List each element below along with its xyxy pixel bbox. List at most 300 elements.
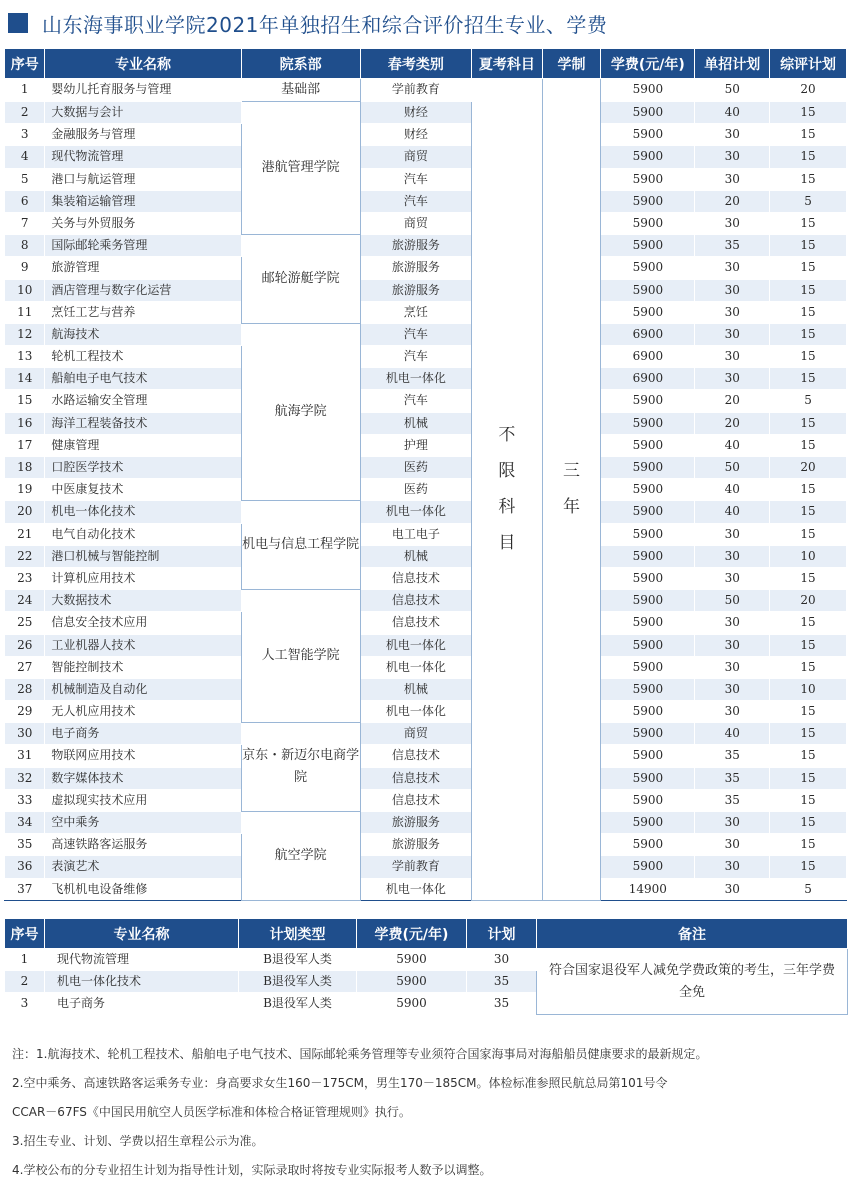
comprehensive-plan: 15 bbox=[770, 368, 847, 390]
major-name: 港口机械与智能控制 bbox=[45, 545, 241, 567]
major-name: 旅游管理 bbox=[45, 257, 241, 279]
row-number: 1 bbox=[5, 949, 45, 971]
table-row bbox=[5, 479, 847, 501]
department-cell: 航空学院 bbox=[241, 812, 360, 901]
comprehensive-plan: 15 bbox=[770, 523, 847, 545]
tuition-fee: 5900 bbox=[601, 146, 695, 168]
major-name: 无人机应用技术 bbox=[45, 701, 241, 723]
single-plan: 30 bbox=[695, 279, 770, 301]
table-row bbox=[5, 501, 847, 523]
major-name: 大数据与会计 bbox=[45, 102, 241, 124]
single-plan: 30 bbox=[695, 634, 770, 656]
major-name: 现代物流管理 bbox=[45, 949, 239, 971]
tuition-fee: 5900 bbox=[601, 434, 695, 456]
major-name: 婴幼儿托育服务与管理 bbox=[45, 79, 241, 102]
comprehensive-plan: 20 bbox=[770, 590, 847, 612]
table-row bbox=[5, 656, 847, 678]
major-name: 水路运输安全管理 bbox=[45, 390, 241, 412]
comprehensive-plan: 15 bbox=[770, 501, 847, 523]
plan-type: B退役军人类 bbox=[239, 949, 357, 971]
tuition-fee: 6900 bbox=[601, 323, 695, 345]
row-number: 17 bbox=[5, 434, 45, 456]
table-row bbox=[5, 634, 847, 656]
table-row bbox=[5, 812, 847, 834]
major-name: 烹饪工艺与营养 bbox=[45, 301, 241, 323]
major-name: 轮机工程技术 bbox=[45, 346, 241, 368]
table-row bbox=[5, 323, 847, 345]
row-number: 29 bbox=[5, 701, 45, 723]
tuition-fee: 6900 bbox=[601, 346, 695, 368]
tuition-fee: 5900 bbox=[601, 567, 695, 589]
single-plan: 30 bbox=[695, 701, 770, 723]
col-header-comprehensive-plan: 综评计划 bbox=[770, 49, 847, 79]
tuition-fee: 5900 bbox=[601, 634, 695, 656]
spring-category: 机电一体化 bbox=[360, 878, 471, 900]
spring-category: 医药 bbox=[360, 457, 471, 479]
major-name: 物联网应用技术 bbox=[45, 745, 241, 767]
major-name: 电气自动化技术 bbox=[45, 523, 241, 545]
comprehensive-plan: 15 bbox=[770, 301, 847, 323]
spring-category: 汽车 bbox=[360, 323, 471, 345]
tuition-fee: 5900 bbox=[601, 279, 695, 301]
spring-category: 旅游服务 bbox=[360, 257, 471, 279]
major-name: 空中乘务 bbox=[45, 812, 241, 834]
row-number: 2 bbox=[5, 971, 45, 993]
row-number: 9 bbox=[5, 257, 45, 279]
spring-category: 信息技术 bbox=[360, 789, 471, 811]
table-row bbox=[5, 368, 847, 390]
spring-category: 信息技术 bbox=[360, 567, 471, 589]
single-plan: 30 bbox=[695, 257, 770, 279]
comprehensive-plan: 15 bbox=[770, 745, 847, 767]
spring-category: 财经 bbox=[360, 102, 471, 124]
tuition-fee: 5900 bbox=[601, 723, 695, 745]
tuition-fee: 5900 bbox=[601, 701, 695, 723]
table-row bbox=[5, 146, 847, 168]
spring-category: 商贸 bbox=[360, 212, 471, 234]
row-number: 24 bbox=[5, 590, 45, 612]
row-number: 37 bbox=[5, 878, 45, 900]
tuition-fee: 5900 bbox=[601, 301, 695, 323]
col-header-summer-subject: 夏考科目 bbox=[471, 49, 542, 79]
summer-subject-char: 科 bbox=[498, 497, 516, 518]
row-number: 28 bbox=[5, 678, 45, 700]
major-name: 机电一体化技术 bbox=[45, 971, 239, 993]
comprehensive-plan: 15 bbox=[770, 412, 847, 434]
single-plan: 40 bbox=[695, 501, 770, 523]
major-name: 机电一体化技术 bbox=[45, 501, 241, 523]
notes-section bbox=[12, 1040, 842, 1182]
major-name: 计算机应用技术 bbox=[45, 567, 241, 589]
single-plan: 30 bbox=[695, 856, 770, 878]
col-header-no: 序号 bbox=[5, 49, 45, 79]
single-plan: 20 bbox=[695, 390, 770, 412]
page-title: 山东海事职业学院2021年单独招生和综合评价招生专业、学费 bbox=[42, 12, 608, 37]
comprehensive-plan: 15 bbox=[770, 767, 847, 789]
table-row bbox=[5, 457, 847, 479]
single-plan: 30 bbox=[695, 656, 770, 678]
major-name: 健康管理 bbox=[45, 434, 241, 456]
note-line: 2.空中乘务、高速铁路客运乘务专业：身高要求女生160－175CM，男生170－185CM。体检标准参照民航总局第101号令 bbox=[12, 1076, 668, 1090]
tuition-fee: 5900 bbox=[601, 102, 695, 124]
single-plan: 30 bbox=[695, 523, 770, 545]
summer-subject-char: 目 bbox=[498, 533, 516, 554]
single-plan: 30 bbox=[695, 878, 770, 900]
single-plan: 30 bbox=[695, 323, 770, 345]
comprehensive-plan: 15 bbox=[770, 102, 847, 124]
vet-col-header-plan-type: 计划类型 bbox=[239, 919, 357, 949]
plan-type: B退役军人类 bbox=[239, 993, 357, 1015]
row-number: 31 bbox=[5, 745, 45, 767]
comprehensive-plan: 15 bbox=[770, 346, 847, 368]
spring-category: 机电一体化 bbox=[360, 501, 471, 523]
department-cell: 基础部 bbox=[241, 79, 360, 102]
comprehensive-plan: 15 bbox=[770, 856, 847, 878]
table-row bbox=[5, 789, 847, 811]
single-plan: 30 bbox=[695, 567, 770, 589]
vet-col-header-fee: 学费(元/年) bbox=[357, 919, 467, 949]
spring-category: 电工电子 bbox=[360, 523, 471, 545]
spring-category: 学前教育 bbox=[360, 79, 471, 102]
table-row bbox=[5, 168, 847, 190]
major-name: 国际邮轮乘务管理 bbox=[45, 235, 241, 257]
vet-col-header-no: 序号 bbox=[5, 919, 45, 949]
spring-category: 商贸 bbox=[360, 146, 471, 168]
comprehensive-plan: 10 bbox=[770, 678, 847, 700]
major-name: 虚拟现实技术应用 bbox=[45, 789, 241, 811]
row-number: 12 bbox=[5, 323, 45, 345]
tuition-fee: 5900 bbox=[601, 656, 695, 678]
single-plan: 35 bbox=[695, 235, 770, 257]
tuition-fee: 14900 bbox=[601, 878, 695, 900]
table-row bbox=[5, 235, 847, 257]
spring-category: 机电一体化 bbox=[360, 656, 471, 678]
spring-category: 机械 bbox=[360, 678, 471, 700]
spring-category: 旅游服务 bbox=[360, 279, 471, 301]
row-number: 25 bbox=[5, 612, 45, 634]
summer-subject-char: 限 bbox=[498, 461, 516, 482]
major-name: 信息安全技术应用 bbox=[45, 612, 241, 634]
major-name: 智能控制技术 bbox=[45, 656, 241, 678]
department-cell: 航海学院 bbox=[241, 323, 360, 501]
table-row bbox=[5, 279, 847, 301]
comprehensive-plan: 15 bbox=[770, 212, 847, 234]
single-plan: 30 bbox=[695, 678, 770, 700]
single-plan: 30 bbox=[695, 168, 770, 190]
spring-category: 信息技术 bbox=[360, 767, 471, 789]
comprehensive-plan: 15 bbox=[770, 279, 847, 301]
comprehensive-plan: 15 bbox=[770, 323, 847, 345]
comprehensive-plan: 15 bbox=[770, 634, 847, 656]
tuition-fee: 5900 bbox=[601, 812, 695, 834]
remark-note: 符合国家退役军人减免学费政策的考生，三年学费全免 bbox=[537, 949, 848, 1015]
tuition-fee: 5900 bbox=[601, 257, 695, 279]
tuition-fee: 5900 bbox=[601, 124, 695, 146]
spring-category: 机电一体化 bbox=[360, 368, 471, 390]
spring-category: 汽车 bbox=[360, 168, 471, 190]
tuition-fee: 5900 bbox=[601, 789, 695, 811]
row-number: 3 bbox=[5, 124, 45, 146]
col-header-major: 专业名称 bbox=[45, 49, 241, 79]
vet-col-header-remark: 备注 bbox=[537, 919, 848, 949]
table-row bbox=[5, 412, 847, 434]
note-line: 注：1.航海技术、轮机工程技术、船舶电子电气技术、国际邮轮乘务管理等专业须符合国家海事局对海船船员健康要求的最新规定。 bbox=[12, 1047, 708, 1061]
tuition-fee: 5900 bbox=[601, 457, 695, 479]
majors-table bbox=[4, 48, 847, 901]
single-plan: 40 bbox=[695, 723, 770, 745]
comprehensive-plan: 15 bbox=[770, 723, 847, 745]
col-header-single-plan: 单招计划 bbox=[695, 49, 770, 79]
comprehensive-plan: 5 bbox=[770, 190, 847, 212]
single-plan: 40 bbox=[695, 434, 770, 456]
department-cell: 京东・新迈尔电商学院 bbox=[241, 723, 360, 812]
spring-category: 旅游服务 bbox=[360, 812, 471, 834]
summer-subject-cell bbox=[471, 79, 542, 901]
comprehensive-plan: 15 bbox=[770, 567, 847, 589]
row-number: 11 bbox=[5, 301, 45, 323]
spring-category: 商贸 bbox=[360, 723, 471, 745]
comprehensive-plan: 15 bbox=[770, 701, 847, 723]
comprehensive-plan: 15 bbox=[770, 612, 847, 634]
table-row bbox=[5, 767, 847, 789]
table-row bbox=[5, 523, 847, 545]
tuition-fee: 5900 bbox=[601, 390, 695, 412]
major-name: 表演艺术 bbox=[45, 856, 241, 878]
comprehensive-plan: 15 bbox=[770, 479, 847, 501]
row-number: 1 bbox=[5, 79, 45, 102]
summer-subject-char: 不 bbox=[498, 425, 516, 446]
spring-category: 烹饪 bbox=[360, 301, 471, 323]
major-name: 现代物流管理 bbox=[45, 146, 241, 168]
single-plan: 20 bbox=[695, 412, 770, 434]
row-number: 13 bbox=[5, 346, 45, 368]
duration-char: 三 bbox=[563, 461, 581, 482]
major-name: 中医康复技术 bbox=[45, 479, 241, 501]
single-plan: 35 bbox=[695, 745, 770, 767]
veteran-header-row bbox=[5, 919, 848, 949]
vet-col-header-major: 专业名称 bbox=[45, 919, 239, 949]
row-number: 5 bbox=[5, 168, 45, 190]
title-square-icon bbox=[8, 13, 28, 33]
comprehensive-plan: 15 bbox=[770, 812, 847, 834]
department-cell: 机电与信息工程学院 bbox=[241, 501, 360, 590]
tuition-fee: 5900 bbox=[357, 949, 467, 971]
table-row bbox=[5, 79, 847, 102]
tuition-fee: 5900 bbox=[601, 767, 695, 789]
comprehensive-plan: 15 bbox=[770, 257, 847, 279]
single-plan: 35 bbox=[695, 767, 770, 789]
comprehensive-plan: 20 bbox=[770, 457, 847, 479]
major-name: 电子商务 bbox=[45, 723, 241, 745]
major-name: 航海技术 bbox=[45, 323, 241, 345]
single-plan: 40 bbox=[695, 479, 770, 501]
tuition-fee: 5900 bbox=[601, 834, 695, 856]
spring-category: 学前教育 bbox=[360, 856, 471, 878]
spring-category: 机械 bbox=[360, 545, 471, 567]
row-number: 23 bbox=[5, 567, 45, 589]
row-number: 16 bbox=[5, 412, 45, 434]
comprehensive-plan: 15 bbox=[770, 834, 847, 856]
table-row bbox=[5, 301, 847, 323]
row-number: 33 bbox=[5, 789, 45, 811]
row-number: 21 bbox=[5, 523, 45, 545]
row-number: 6 bbox=[5, 190, 45, 212]
single-plan: 50 bbox=[695, 457, 770, 479]
table-row bbox=[5, 612, 847, 634]
plan-count: 30 bbox=[467, 949, 537, 971]
table-row bbox=[5, 878, 847, 900]
major-name: 口腔医学技术 bbox=[45, 457, 241, 479]
tuition-fee: 6900 bbox=[601, 368, 695, 390]
note-line: 3.招生专业、计划、学费以招生章程公示为准。 bbox=[12, 1134, 264, 1148]
table-row bbox=[5, 190, 847, 212]
row-number: 15 bbox=[5, 390, 45, 412]
table-row bbox=[5, 346, 847, 368]
single-plan: 30 bbox=[695, 124, 770, 146]
tuition-fee: 5900 bbox=[601, 235, 695, 257]
major-name: 数字媒体技术 bbox=[45, 767, 241, 789]
comprehensive-plan: 15 bbox=[770, 124, 847, 146]
table-row bbox=[5, 434, 847, 456]
spring-category: 护理 bbox=[360, 434, 471, 456]
row-number: 20 bbox=[5, 501, 45, 523]
department-cell: 邮轮游艇学院 bbox=[241, 235, 360, 324]
major-name: 高速铁路客运服务 bbox=[45, 834, 241, 856]
table-row bbox=[5, 102, 847, 124]
note-line: CCAR－67FS《中国民用航空人员医学标准和体检合格证管理规则》执行。 bbox=[12, 1105, 411, 1119]
spring-category: 医药 bbox=[360, 479, 471, 501]
comprehensive-plan: 15 bbox=[770, 434, 847, 456]
department-cell: 港航管理学院 bbox=[241, 102, 360, 235]
row-number: 36 bbox=[5, 856, 45, 878]
major-name: 工业机器人技术 bbox=[45, 634, 241, 656]
row-number: 3 bbox=[5, 993, 45, 1015]
tuition-fee: 5900 bbox=[601, 412, 695, 434]
spring-category: 信息技术 bbox=[360, 612, 471, 634]
plan-count: 35 bbox=[467, 971, 537, 993]
plan-count: 35 bbox=[467, 993, 537, 1015]
spring-category: 信息技术 bbox=[360, 745, 471, 767]
table-row bbox=[5, 545, 847, 567]
row-number: 14 bbox=[5, 368, 45, 390]
tuition-fee: 5900 bbox=[601, 856, 695, 878]
tuition-fee: 5900 bbox=[601, 678, 695, 700]
row-number: 7 bbox=[5, 212, 45, 234]
single-plan: 20 bbox=[695, 190, 770, 212]
major-name: 海洋工程装备技术 bbox=[45, 412, 241, 434]
table-row bbox=[5, 949, 848, 971]
veteran-table bbox=[4, 918, 848, 1015]
major-name: 机械制造及自动化 bbox=[45, 678, 241, 700]
comprehensive-plan: 15 bbox=[770, 235, 847, 257]
row-number: 8 bbox=[5, 235, 45, 257]
spring-category: 旅游服务 bbox=[360, 235, 471, 257]
tuition-fee: 5900 bbox=[601, 745, 695, 767]
table-row bbox=[5, 834, 847, 856]
table-row bbox=[5, 678, 847, 700]
tuition-fee: 5900 bbox=[601, 501, 695, 523]
single-plan: 50 bbox=[695, 590, 770, 612]
major-name: 关务与外贸服务 bbox=[45, 212, 241, 234]
comprehensive-plan: 10 bbox=[770, 545, 847, 567]
duration-cell bbox=[542, 79, 601, 901]
spring-category: 信息技术 bbox=[360, 590, 471, 612]
row-number: 26 bbox=[5, 634, 45, 656]
major-name: 酒店管理与数字化运营 bbox=[45, 279, 241, 301]
major-name: 船舶电子电气技术 bbox=[45, 368, 241, 390]
table-row bbox=[5, 856, 847, 878]
single-plan: 30 bbox=[695, 612, 770, 634]
comprehensive-plan: 5 bbox=[770, 878, 847, 900]
single-plan: 30 bbox=[695, 834, 770, 856]
major-name: 大数据技术 bbox=[45, 590, 241, 612]
spring-category: 汽车 bbox=[360, 190, 471, 212]
single-plan: 30 bbox=[695, 146, 770, 168]
col-header-spring-category: 春考类别 bbox=[360, 49, 471, 79]
row-number: 35 bbox=[5, 834, 45, 856]
table-row bbox=[5, 701, 847, 723]
row-number: 18 bbox=[5, 457, 45, 479]
row-number: 22 bbox=[5, 545, 45, 567]
plan-type: B退役军人类 bbox=[239, 971, 357, 993]
vet-col-header-plan: 计划 bbox=[467, 919, 537, 949]
single-plan: 30 bbox=[695, 368, 770, 390]
spring-category: 财经 bbox=[360, 124, 471, 146]
tuition-fee: 5900 bbox=[601, 79, 695, 102]
single-plan: 35 bbox=[695, 789, 770, 811]
comprehensive-plan: 15 bbox=[770, 789, 847, 811]
single-plan: 30 bbox=[695, 812, 770, 834]
table-row bbox=[5, 124, 847, 146]
tuition-fee: 5900 bbox=[601, 168, 695, 190]
majors-header-row bbox=[5, 49, 847, 79]
spring-category: 机电一体化 bbox=[360, 634, 471, 656]
tuition-fee: 5900 bbox=[601, 523, 695, 545]
tuition-fee: 5900 bbox=[357, 993, 467, 1015]
tuition-fee: 5900 bbox=[601, 612, 695, 634]
duration-char: 年 bbox=[563, 497, 581, 518]
spring-category: 旅游服务 bbox=[360, 834, 471, 856]
single-plan: 30 bbox=[695, 212, 770, 234]
spring-category: 机械 bbox=[360, 412, 471, 434]
spring-category: 汽车 bbox=[360, 390, 471, 412]
row-number: 30 bbox=[5, 723, 45, 745]
row-number: 10 bbox=[5, 279, 45, 301]
single-plan: 40 bbox=[695, 102, 770, 124]
single-plan: 30 bbox=[695, 545, 770, 567]
tuition-fee: 5900 bbox=[601, 190, 695, 212]
single-plan: 30 bbox=[695, 346, 770, 368]
single-plan: 30 bbox=[695, 301, 770, 323]
page-header bbox=[8, 8, 607, 38]
tuition-fee: 5900 bbox=[601, 479, 695, 501]
major-name: 港口与航运管理 bbox=[45, 168, 241, 190]
table-row bbox=[5, 723, 847, 745]
table-row bbox=[5, 745, 847, 767]
spring-category: 机电一体化 bbox=[360, 701, 471, 723]
major-name: 飞机机电设备维修 bbox=[45, 878, 241, 900]
row-number: 27 bbox=[5, 656, 45, 678]
department-cell: 人工智能学院 bbox=[241, 590, 360, 723]
comprehensive-plan: 5 bbox=[770, 390, 847, 412]
major-name: 电子商务 bbox=[45, 993, 239, 1015]
spring-category: 汽车 bbox=[360, 346, 471, 368]
table-row bbox=[5, 257, 847, 279]
comprehensive-plan: 15 bbox=[770, 656, 847, 678]
col-header-department: 院系部 bbox=[241, 49, 360, 79]
single-plan: 50 bbox=[695, 79, 770, 102]
col-header-duration: 学制 bbox=[542, 49, 601, 79]
